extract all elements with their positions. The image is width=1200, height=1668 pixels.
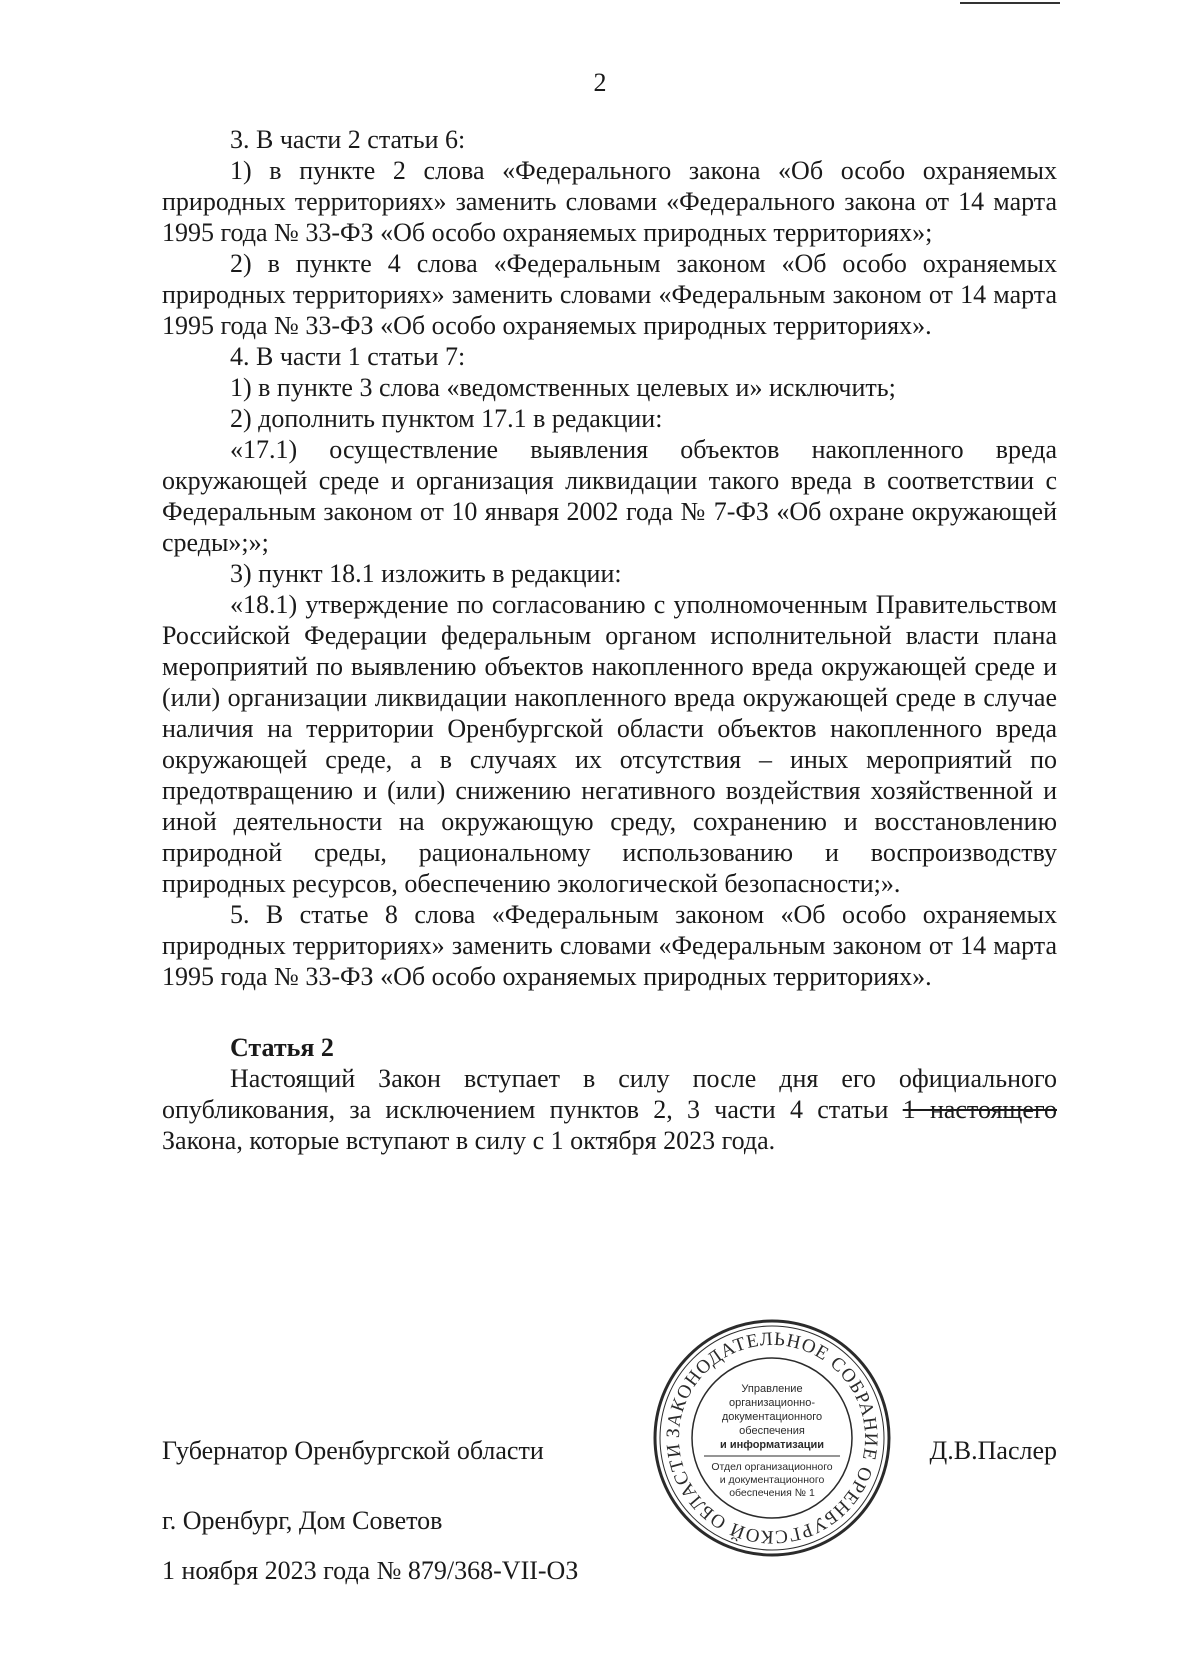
official-seal xyxy=(652,1318,892,1558)
seal-ring-text: ЗАКОНОДАТЕЛЬНОЕ СОБРАНИЕ ОРЕНБУРГСКОЙ ОБЛАСТИ xyxy=(662,1328,882,1548)
seal-line: Управление xyxy=(741,1383,803,1395)
signatory-position: Губернатор Оренбургской области xyxy=(162,1436,544,1465)
struck-text: 1 настоящего xyxy=(902,1095,1057,1124)
paragraph: 1) в пункте 2 слова «Федерального закона «Об особо охраняемых природных территориях» заменить словами «Федерального закона от 14 марта 1995 года № 33-ФЗ «Об особо охраняемых природных территориях»; xyxy=(162,156,1057,247)
seal-line: документационного xyxy=(721,1411,823,1423)
paragraph: 3. В части 2 статьи 6: xyxy=(230,125,466,154)
law-date-number: 1 ноября 2023 года № 879/368-VII-ОЗ xyxy=(162,1556,579,1585)
article-text xyxy=(162,1063,1057,1156)
seal-line: и информатизации xyxy=(720,1439,824,1451)
svg-text:ЗАКОНОДАТЕЛЬНОЕ СОБРАНИЕ ОРЕНБ xyxy=(663,1329,881,1547)
article-text-after: Закона, которые вступают в силу с 1 октября 2023 года. xyxy=(162,1126,776,1155)
page-number: 2 xyxy=(593,68,607,97)
paragraph: «17.1) осуществление выявления объектов накопленного вреда окружающей среде и организация ликвидации такого вреда в соответствии с Федеральным законом от 10 января 2002 года № 7-ФЗ «Об охране окружающей среды»;»; xyxy=(162,435,1057,557)
seal-line: организационно- xyxy=(729,1397,815,1409)
seal-line: Отдел организационного xyxy=(711,1461,833,1473)
paragraph: 1) в пункте 3 слова «ведомственных целевых и» исключить; xyxy=(230,373,896,402)
paragraph: 4. В части 1 статьи 7: xyxy=(230,342,466,371)
document-body xyxy=(162,124,1057,1156)
seal-line: и документационного xyxy=(719,1474,825,1486)
paragraph: 5. В статье 8 слова «Федеральным законом «Об особо охраняемых природных территориях» заменить словами «Федеральным законом от 14 марта 1995 года № 33-ФЗ «Об особо охраняемых природных территориях». xyxy=(162,900,1057,991)
signatory-name: Д.В.Паслер xyxy=(929,1436,1057,1465)
signing-place: г. Оренбург, Дом Советов xyxy=(162,1506,443,1535)
paragraph: «18.1) утверждение по согласованию с уполномоченным Правительством Российской Федерации федеральным органом исполнительной власти плана мероприятий по выявлению объектов накопленного вреда окружающей среде и (или) организации ликвидации накопленного вреда окружающей среде в случае наличия на территории Оренбургской области объектов накопленного вреда окружающей среде, а в случаях их отсутствия – иных мероприятий по предотвращению и (или) снижению негативного воздействия хозяйственной и иной деятельности на окружающую среду, сохранению и восстановлению природной среды, рациональному использованию и воспроизводству природных ресурсов, обеспечению экологической безопасности;». xyxy=(162,590,1057,898)
seal-line: обеспечения № 1 xyxy=(729,1487,815,1499)
top-edge-line xyxy=(960,2,1060,4)
paragraph: 2) дополнить пунктом 17.1 в редакции: xyxy=(230,404,663,433)
paragraph: 3) пункт 18.1 изложить в редакции: xyxy=(230,559,622,588)
article-heading: Статья 2 xyxy=(230,1033,334,1062)
seal-line: обеспечения xyxy=(739,1425,805,1437)
article-text-before: Настоящий Закон вступает в силу после дня его официального опубликования, за исключением пунктов 2, 3 части 4 статьи xyxy=(162,1064,1057,1124)
paragraph: 2) в пункте 4 слова «Федеральным законом «Об особо охраняемых природных территориях» заменить словами «Федеральным законом от 14 марта 1995 года № 33-ФЗ «Об особо охраняемых природных территориях». xyxy=(162,249,1057,340)
